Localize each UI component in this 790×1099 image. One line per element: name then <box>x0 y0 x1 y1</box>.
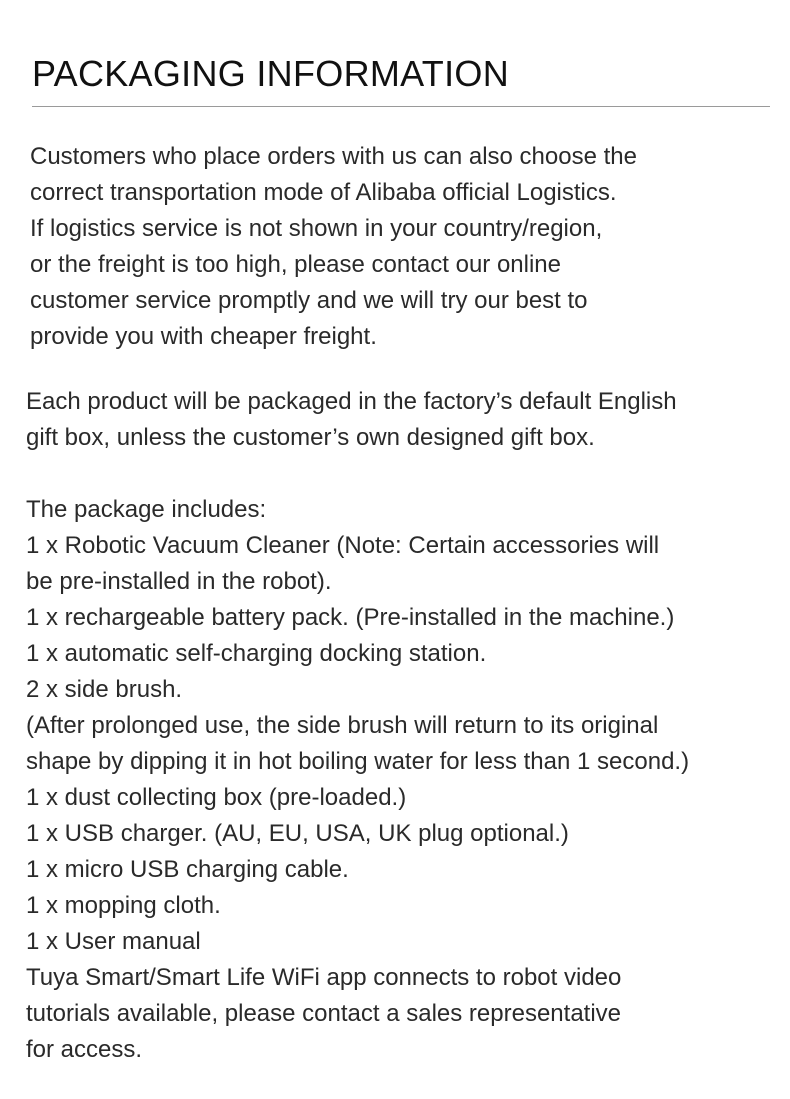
list-item: be pre-installed in the robot). <box>26 568 332 595</box>
list-item: shape by dipping it in hot boiling water for less than 1 second.) <box>26 748 690 775</box>
list-item: 1 x mopping cloth. <box>26 892 221 919</box>
list-item: 2 x side brush. <box>26 676 183 703</box>
list-item: 1 x User manual <box>26 928 201 955</box>
packaging-note-line: Each product will be packaged in the factory’s default English <box>26 388 677 415</box>
intro-line: or the freight is too high, please contact our online <box>30 251 561 278</box>
packaging-note-paragraph <box>26 384 677 456</box>
intro-line: correct transportation mode of Alibaba official Logistics. <box>30 179 617 206</box>
list-item: 1 x dust collecting box (pre-loaded.) <box>26 784 407 811</box>
intro-line: customer service promptly and we will try our best to <box>30 287 588 314</box>
packaging-note-line: gift box, unless the customer’s own designed gift box. <box>26 424 595 451</box>
intro-paragraph <box>30 139 637 355</box>
list-item: 1 x USB charger. (AU, EU, USA, UK plug optional.) <box>26 820 569 847</box>
package-includes-list <box>26 492 689 1068</box>
intro-line: Customers who place orders with us can also choose the <box>30 143 637 170</box>
title-divider <box>32 106 770 107</box>
intro-line: provide you with cheaper freight. <box>30 323 377 350</box>
package-includes-heading: The package includes: <box>26 496 267 523</box>
list-item: for access. <box>26 1036 143 1063</box>
list-item: 1 x automatic self-charging docking station. <box>26 640 487 667</box>
page-title: PACKAGING INFORMATION <box>32 53 509 94</box>
list-item: 1 x Robotic Vacuum Cleaner (Note: Certain accessories will <box>26 532 660 559</box>
list-item: 1 x micro USB charging cable. <box>26 856 349 883</box>
list-item: Tuya Smart/Smart Life WiFi app connects to robot video <box>26 964 622 991</box>
list-item: (After prolonged use, the side brush will return to its original <box>26 712 659 739</box>
list-item: tutorials available, please contact a sales representative <box>26 1000 622 1027</box>
intro-line: If logistics service is not shown in your country/region, <box>30 215 603 242</box>
list-item: 1 x rechargeable battery pack. (Pre-installed in the machine.) <box>26 604 675 631</box>
